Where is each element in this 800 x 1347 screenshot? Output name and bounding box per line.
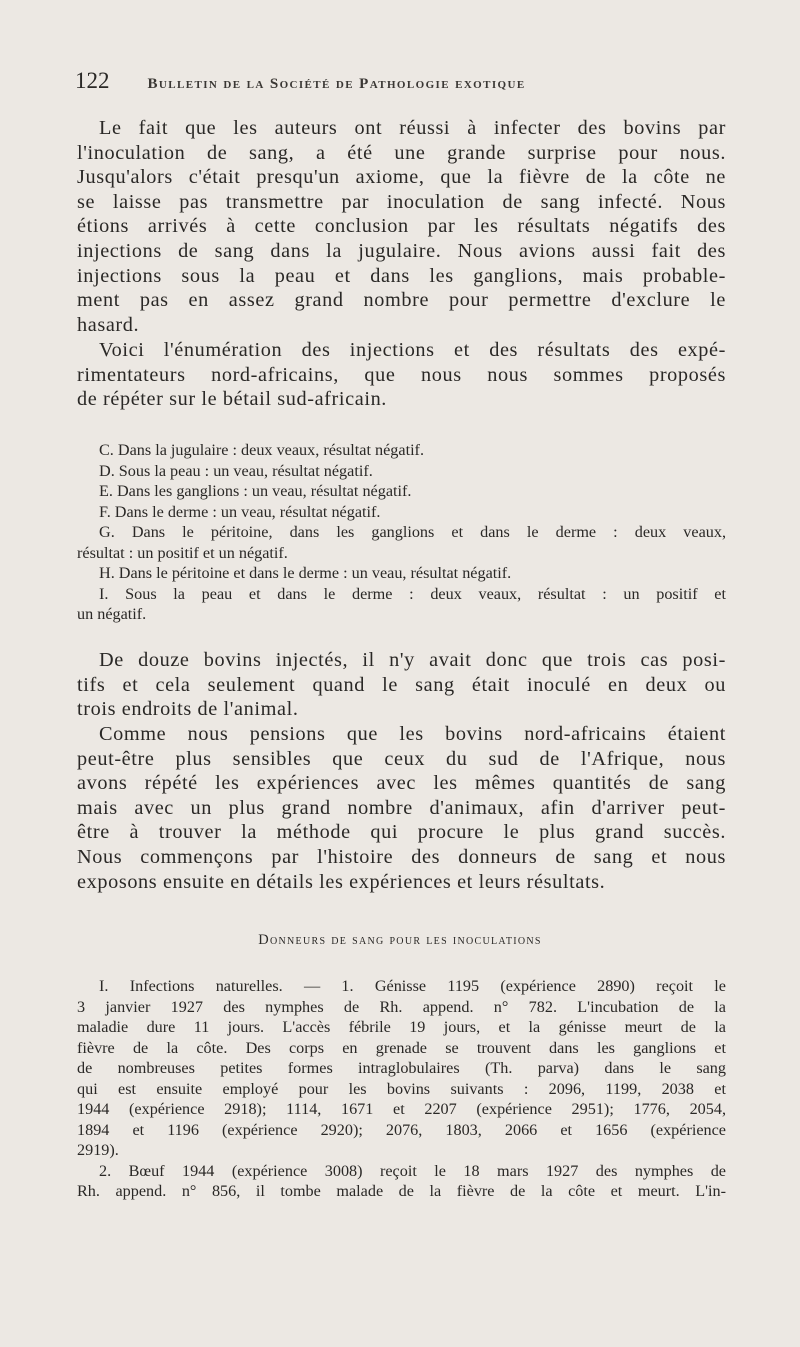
donors-section bbox=[77, 976, 726, 1202]
text-line: Le fait que les auteurs ont réussi à infecter des bovins par bbox=[99, 117, 726, 139]
experiment-list bbox=[77, 440, 726, 625]
list-item: G. Dans le péritoine, dans les ganglions et dans le derme : deux veaux, bbox=[99, 523, 726, 541]
text-line: mais avec un plus grand nombre d'animaux, afin d'arriver peut- bbox=[77, 796, 726, 819]
text-line: se laisse pas transmettre par inoculation de sang infecté. Nous bbox=[77, 190, 726, 213]
text-line: qui est ensuite employé pour les bovins suivants : 2096, 1199, 2038 et bbox=[77, 1079, 726, 1098]
text-line: ment pas en assez grand nombre pour permettre d'exclure le bbox=[77, 289, 726, 312]
text-line: de nombreuses petites formes intraglobulaires (Th. parva) dans le sang bbox=[77, 1059, 726, 1077]
text-line: 2919). bbox=[77, 1141, 119, 1159]
paragraph-2 bbox=[77, 338, 726, 412]
text-line: 1894 et 1196 (expérience 2920); 2076, 1803, 2066 et 1656 (expérience bbox=[77, 1120, 726, 1139]
running-title: Bulletin de la Société de Pathologie exotique bbox=[147, 76, 526, 92]
text-line: Voici l'énumération des injections et des résultats des expé- bbox=[99, 339, 726, 361]
text-line: De douze bovins injectés, il n'y avait donc que trois cas posi- bbox=[99, 649, 726, 671]
list-item: I. Sous la peau et dans le derme : deux veaux, résultat : un positif et bbox=[99, 584, 726, 603]
section-title: Donneurs de sang pour les inoculations bbox=[258, 932, 542, 948]
list-item: E. Dans les ganglions : un veau, résultat négatif. bbox=[99, 482, 412, 500]
list-item-continuation: un négatif. bbox=[77, 605, 147, 623]
paragraph-4 bbox=[77, 722, 726, 894]
text-line: Nous commençons par l'histoire des donneurs de sang et nous bbox=[77, 845, 726, 868]
list-item: H. Dans le péritoine et dans le derme : un veau, résultat négatif. bbox=[99, 564, 512, 582]
text-line: hasard. bbox=[77, 313, 140, 336]
text-line: l'inoculation de sang, a été une grande surprise pour nous. bbox=[77, 141, 726, 164]
text-line: trois endroits de l'animal. bbox=[77, 698, 299, 721]
page-number: 122 bbox=[75, 68, 110, 93]
text-line: fièvre de la côte. Des corps en grenade se trouvent dans les ganglions et bbox=[77, 1038, 726, 1057]
text-line: Rh. append. n° 856, il tombe malade de la fièvre de la côte et meurt. L'in- bbox=[77, 1182, 726, 1200]
text-line: injections de sang dans la jugulaire. Nous avions aussi fait des bbox=[77, 239, 726, 262]
text-line: avons répété les expériences avec les mêmes quantités de sang bbox=[77, 772, 726, 795]
text-line: 3 janvier 1927 des nymphes de Rh. append. n° 782. L'incubation de la bbox=[77, 997, 726, 1016]
list-item: D. Sous la peau : un veau, résultat négatif. bbox=[99, 461, 373, 480]
text-line: peut-être plus sensibles que ceux du sud de l'Afrique, nous bbox=[77, 747, 726, 770]
text-line: I. Infections naturelles. — 1. Génisse 1195 (expérience 2890) reçoit le bbox=[99, 977, 726, 995]
text-line: Comme nous pensions que les bovins nord-africains étaient bbox=[99, 723, 726, 745]
list-item-continuation: résultat : un positif et un négatif. bbox=[77, 543, 288, 562]
text-line: maladie dure 11 jours. L'accès fébrile 19 jours, et la génisse meurt de la bbox=[77, 1018, 726, 1036]
paragraph-3 bbox=[77, 648, 726, 722]
text-line: être à trouver la méthode qui procure le plus grand succès. bbox=[77, 821, 726, 844]
text-line: 1944 (expérience 2918); 1114, 1671 et 2207 (expérience 2951); 1776, 2054, bbox=[77, 1100, 726, 1118]
text-line: exposons ensuite en détails les expériences et leurs résultats. bbox=[77, 870, 606, 893]
text-line: de répéter sur le bétail sud-africain. bbox=[77, 388, 387, 411]
text-line: 2. Bœuf 1944 (expérience 3008) reçoit le 18 mars 1927 des nymphes de bbox=[99, 1161, 726, 1180]
list-item: C. Dans la jugulaire : deux veaux, résultat négatif. bbox=[99, 441, 424, 459]
text-line: Jusqu'alors c'était presqu'un axiome, que la fièvre de la côte ne bbox=[77, 166, 726, 189]
text-line: rimentateurs nord-africains, que nous nous sommes proposés bbox=[77, 363, 726, 386]
text-line: injections sous la peau et dans les ganglions, mais probable- bbox=[77, 264, 726, 287]
page-header bbox=[75, 68, 725, 98]
paragraph-1 bbox=[77, 116, 726, 337]
text-line: tifs et cela seulement quand le sang était inoculé en deux ou bbox=[77, 673, 726, 696]
text-line: étions arrivés à cette conclusion par les résultats négatifs des bbox=[77, 215, 726, 238]
list-item: F. Dans le derme : un veau, résultat négatif. bbox=[99, 502, 381, 521]
